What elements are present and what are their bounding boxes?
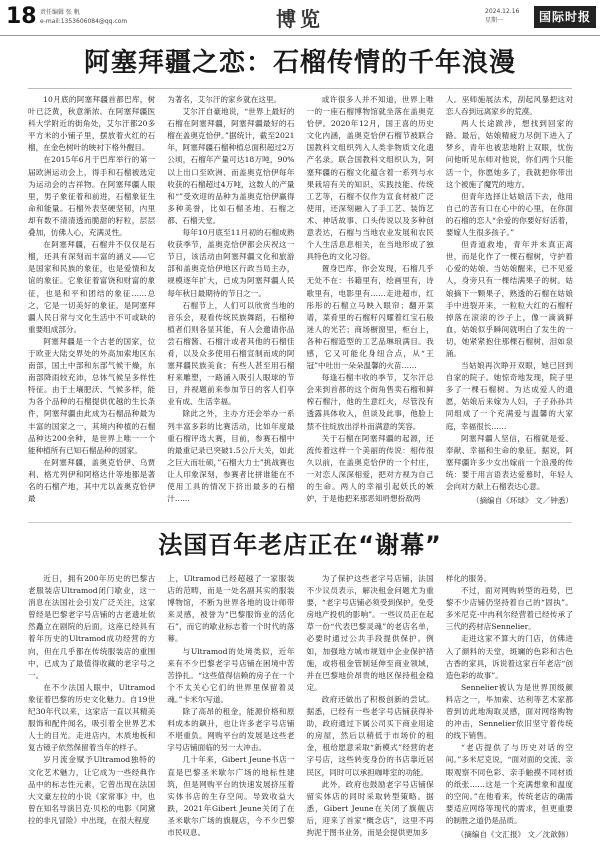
- article-divider: [28, 522, 572, 523]
- paragraph: 阿塞拜疆是一个古老的国家，位于欧亚大陆交界处的外高加索地区东南部，国土中部和东部气候干燥，东南部降雨较充沛，总体气候呈多样性特征。由于土壤肥沃、气候多样，能为各个品种的石榴提供优越的生长条件，阿塞拜疆由此成为石榴品种最为丰富的国家之一，其境内种植的石榴品种达200余种，是世界上唯一一个能种植所有已知石榴品种的国家。: [28, 336, 156, 455]
- date-line: 2024.12.16: [485, 8, 520, 15]
- paragraph: 为了保护这些老字号店铺，法国不少议员表示，解决租金问题尤为重要，“老字号店铺必须受到保护，免受房地产投机的影响”。一些议员正在起草一份“代表巴黎灵魂”的老店名单，必要时通过公共手段提供保护。例如，加强地方城市规划中企业保护措施，或将租金管制延伸至商业领域，并在巴黎地价昂贵的地区保持租金稳定。: [306, 574, 434, 692]
- page-number: 18: [6, 4, 37, 29]
- paragraph: 在阿塞拜疆，盖奥克恰伊、乌贾利、格尤列伊和阿格达什等地都是著名的石榴产地，其中尤以盖奥克恰伊最: [28, 457, 156, 504]
- paragraph: 当姑娘再次睁开双眼，她已回到自家的院子。她惊奇地发现，院子里多了一棵石榴树。为达成爱人的遗愿，姑娘后来嫁为人妇，子子孙孙共同组成了一个充满爱与温馨的大家庭，幸福很长……: [445, 361, 573, 431]
- paragraph: 为著名，艾尔汗的家乡就在这里。: [167, 95, 282, 104]
- paragraph: 但青年选择让姑娘活下去，他用自己的苦有口在心中的心里，在你面的石榴的恋人“余爱的你要好好活着，要嫁人生很多孩子。”: [445, 191, 573, 238]
- paragraph: 两人长途跋涉，想找到回家的路。最后，姑娘精疲力尽倒下进入了梦乡，青年也被悲地附上双眼，忧伤问他昕见东师对他说，你们两个只能活一个，你愿她多了，我就把你带出这个被施了魔咒的地方。: [445, 119, 573, 189]
- paragraph: 在2015年6月于巴库举行的第一届欧洲运动会上，得手和石榴被选定为运动会的吉祥物。在阿塞拜疆人眼里，男子象征着和前进，石榴象征生命和能量。石榴外表坚硬坚韧，内里却有数不清清透而脆甜的籽粒，层层叠加，仿佛人心，充满灵性。: [28, 155, 156, 238]
- section-title: 博览: [276, 7, 324, 31]
- issue-date: [485, 7, 519, 25]
- paragraph: 上，Ultramod已经超越了一家服装店的范畴，而是一处名副其实的服装博物馆，不断为世界各地的设计师带来灵感，被誉为“巴黎服饰业的活化石”，而它的歇业标志着一个时代的落幕。: [167, 574, 295, 644]
- paragraph: 在阿塞拜疆，石榴并不仅仅是石榴，还具有深刻而丰富的涵义——它是国家和民族的象征，也是爱情和友谊的象征。它象征着富饶和财富的象征，也是和平和团结的象征……总之，它是一切美好的象征，是阿塞拜疆人民日常与文化生活中不可或缺的重要组成部分。: [28, 240, 156, 334]
- paragraph: Sennelier被认为是世界顶级颜料店之一，毕加索、达利等艺术家都曾到访此地淘取灵感，面对网络购物的冲击，Sennelier依旧坚守着传统的线下销售。: [445, 682, 573, 741]
- paragraph: 政府还做出了积极创新的尝试。据悉，已经有一些老字号店铺获得补助，政府通过下属公司买下商业用途的房屋，然后以稍低于市场价的租金，租给愿意采取“新模式”经营的老字号店，这些转变身份的书店靠近居民区，同时可以承担咖啡室的功能。: [306, 694, 434, 777]
- paragraph: 不过，面对网购转型的趋势，巴黎不少店铺仍坚持着自己的“固执”。多米尼克·中冉利尔经营着已经传承了三代的药材店Sennelier。: [445, 586, 573, 632]
- paragraph: 几十年来，Gibert Jeune书店一直是巴黎圣米歇尔广场的地标性建筑，但是网购平台的快速发展挤压着实体书店的生存空间。导致收益大跌，2021年Gibert Jeune关闭了在圣米歇尔广场的旗舰店，今不少巴黎市民叹息。: [167, 755, 295, 837]
- email-line: e-mail:1353606084@qq.com: [40, 18, 128, 25]
- paragraph: 阿塞拜疆人坚信，石榴就是爱、奉献、幸福和生命的象征。据说，阿塞拜疆许多少女出嫁前一个浪漫的传统：要于用言语表达爱慕时，年轻人会向对方献上石榴表达心意。: [445, 433, 573, 491]
- paragraph: 或许很多人并不知道，世界上唯一的一座石榴博物馆就坐落在盖奥克恰伊。2020年12月，国王喜的历史文化内涵，盖奥克恰伊石榴节被联合国教科文组织列入人类非物质文化遗产名录。联合国教科文组织认为，阿塞拜疆的石榴文化蕴含着一系列与水果栽培有关的知识、实践技能、传统工艺等，石榴不仅作为宣食材被广泛使用，还深刻融入了手工艺、装饰艺术、神话故事、口头传说以及多种创意表达，石榴与当地农业发展和农民个人生活息息相关，在当地形成了独具特色的文化习俗。: [306, 95, 434, 262]
- article2-body: [28, 573, 573, 839]
- newspaper-logo: 国际时报: [534, 6, 596, 28]
- paragraph: 置身巴库，你会发现，石榴几乎无处不在：书籍里有，绘画里有，诗歌里有，电影里有……走进超市，红彤彤的石榴立马映入眼帘；翻开菜谱，菜肴里的石榴籽闪耀着红宝石般迷人的光芒；商场橱窗里，柜台上，各种石榴造型的工艺品琳琅满目。我感，它又可能化身纽合点，从“王冠”中吐出一朵朵温馨的火苗……: [306, 264, 434, 371]
- paragraph: 与Ultramod的处境类似，近年来有不少巴黎老字号店铺在困境中苦苦挣扎。“这些值得信赖的房子在一个个不太关心它们的世界里保留着灵魂。”卡米尔写道。: [167, 646, 295, 704]
- paragraph: 近日，拥有200年历史的巴黎古老服装店Ultramod闭门歇业，这一消息在法国社会引发广泛关注，这家曾经是巴黎老字号店铺的古老遗址依然矗立在剧院的后面，这座已经具有着年历史的Ultramod成功经营的方向，但在几乎都在传统服装店的重围中，已成为了最值得收藏的老字号之一。: [28, 574, 156, 680]
- article1-column: [445, 94, 573, 506]
- article1-body: [28, 94, 573, 506]
- paragraph: “老店提供了与历史对话的空间。”多米尼克说，“面对面的交流、亲眼观察不同色彩、亲手触摸不同材质的纸张……这是一个充满想象和温度的空间。”在他看来，传统老店的确需要适应网络等现代的需求，但更重要的制胜之道仍是品质。: [445, 743, 573, 825]
- masthead: [0, 0, 600, 36]
- article2-column: [28, 573, 155, 833]
- article1-column: [306, 94, 434, 504]
- paragraph: 在不少法国人眼中，Ultramod象征着巴黎的历史文化魅力。自19世纪30年代以来，这家店一直以其精美服饰和配件闻名，吸引着全世界艺术人士的目光。走进店内，木质地板和复古镜子依然保留着当年的样子。: [28, 682, 156, 753]
- article2-column: [167, 573, 295, 837]
- article2-column: [306, 573, 434, 837]
- editor-line: 责任编辑 张 帆: [40, 9, 80, 16]
- article2-headline: 法国百年老店正在“谢幕”: [158, 531, 442, 559]
- paragraph: 艾尔汗自豪地说，“世界上最好的石榴在阿塞拜疆，阿塞拜疆最好的石榴在盖奥克恰伊。”据统计，截至2021年，阿塞拜疆石榴种植总面积超过2万公顷，石榴年产量可达18万吨，90%以上出口至欧洲、而盖奥克恰伊每年收获的石榴超过4万吨，这数人的产量和“”受欢迎的品种为盖奥克恰伊赢得多种美誉，比如石榴圣地、石榴之都、石榴天堂。: [167, 107, 295, 225]
- paragraph: 除此之外，主办方还会举办一系列丰富多彩的比赛活动，比如年度最重石榴评选大赛，目前，参赛石榴中的最重记录已突破1.5公斤大关，如此之巨大而壮硕，”石榴大力士”挑战赛也让人印象深刻，参赛者比拼谁能在不使用工具的情况下挤出最多的石榴汁……: [167, 409, 295, 504]
- paragraph: 但青道救地，青年并未真正离世，而是化作了一棵石榴树，守护着心爱的姑娘。当姑娘醒来，已不见爱人，身旁只有一棵结满果子的树。姑娘摘下一颗果子，熟透的石榴在姑娘手中进裂开来，一粒粒大红的石榴籽掉落在滚滚的沙子上，像一滴滴鲜血，姑娘似乎瞬间就明白了发生的一切，她紧紧抱住那棵石榴树，泪如泉涌。: [445, 240, 573, 358]
- paragraph: 岁月流金赋予Ultramod独特的文化艺术魅力，让它成为一些经典作品中的标志性元素，它曾出现在法国大文豪左拉的小说《家常事》中，也曾在知名导演吕克·贝松的电影《阿黛拉的非凡冒险》中出现，在很大程度: [28, 755, 156, 825]
- byline: （摘编自《文汇报》 文／沈歆韩）: [456, 829, 573, 839]
- paragraph: 10月底的阿塞拜疆首都巴库，树叶已泛黄，秋意渐浓。在阿塞拜疆医科大学附近的街角处，艾尔汗都20多平方米的小铺子里，摆放着火红的石榴，在金色树叶的映衬下格外醒目。: [28, 95, 156, 153]
- article1-column: [28, 94, 156, 504]
- headline-divider: [28, 88, 572, 89]
- article2-column: [445, 573, 573, 839]
- paragraph: 每年10月底至11月初的石榴成熟收获季节，盖奥克恰伊都会庆祝这一节日，该活动由阿塞拜疆文化和旅游部和盖奥克恰伊地区行政当局主办，规模逐年扩大，已成为阿塞拜疆人民每年秋日最期待的节日之一。: [167, 228, 295, 298]
- paragraph: 除了高昂的租金，能源价格和原料成本的飙升，也让许多老字号店铺不堪重负。网购平台的发展是这些老字号店铺面临的另一大冲击。: [167, 707, 295, 753]
- paragraph: 关于石榴在阿塞拜疆的起源，还流传着这样一个美丽的传说：相传很久以前，在盖奥克恰伊的一个村庄，一对恋人深深相爱，把对方视为自己的生命。两人的幸福引起妖氏的嫉妒，于是他把来那恶知坍想扮敌两: [306, 433, 434, 504]
- editor-info: [40, 8, 127, 26]
- paragraph: 人。巫师施展法术，刮起风暴把这对恋人吞到远离家乡的荒漠。: [445, 95, 573, 117]
- paragraph: 每逢石榴丰收的季节，艾尔汗总会来到首都的这个街角售卖石榴和鲜榨石榴汁，他的生意红火，尽管没有透露具体收入，但谈及此事，他脸上禁不住绽放出浮朴而满意的笑容。: [306, 373, 434, 431]
- paragraph: 此外，政府也鼓励老字号店铺保留实体店的同时采取转型策略。据悉，Gibert Jeune在关闭了旗舰店后，迎来了首家“概念店”，这里不再拘泥于图书业务，而是会提供更加多: [306, 779, 434, 837]
- byline: （摘编自《环球》 文／钟悉）: [471, 496, 573, 506]
- weekday-line: 星期一: [485, 17, 504, 24]
- paragraph: 石榴节上，人们可以欣赏当地的音乐会，观看传统民族舞蹈，石榴种植者们则各显其能，有人会邀请你品尝石榴酱、石榴汁或者其他的石榴佳肴，以及众多使用石榴宣制而成的阿塞拜疆民族美食；有些人甚至用石榴籽来雕塑，一路涌入吸引人眼球的节日，并视题前来参加节日的客人们享业有成、生活幸福。: [167, 300, 295, 407]
- paragraph: 样化的服务。: [445, 574, 492, 583]
- paragraph: 走进这家不算大的门店，仿佛进入了颜料的天堂，斑斓的色彩和古色古香的家具，诉说着这家百年老店“创造色彩的故事”。: [445, 634, 573, 680]
- article1-headline: 阿塞拜疆之恋：石榴传情的千年浪漫: [83, 48, 516, 78]
- article1-column: [167, 94, 295, 504]
